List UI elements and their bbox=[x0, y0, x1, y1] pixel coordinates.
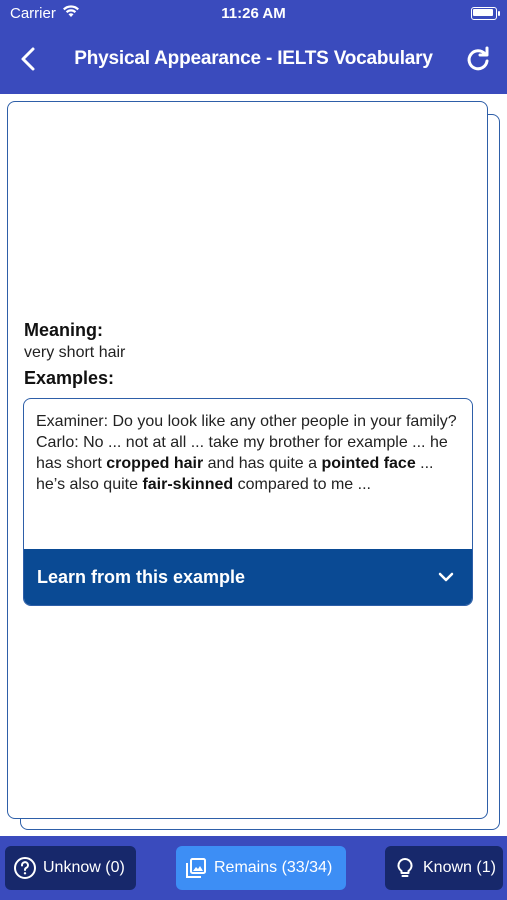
example-line-examiner: Examiner: Do you look like any other people in your family? bbox=[36, 413, 457, 430]
chevron-down-icon bbox=[436, 567, 456, 587]
remains-button-label: Remains (33/34) bbox=[214, 859, 333, 876]
page-title: Physical Appearance - IELTS Vocabulary bbox=[74, 48, 433, 69]
highlight-term: pointed face bbox=[321, 455, 416, 472]
back-chevron-icon[interactable] bbox=[14, 44, 44, 74]
example-text-part: and has quite a bbox=[203, 455, 322, 472]
bottom-bar bbox=[0, 836, 507, 900]
example-text-part: compared to me ... bbox=[233, 476, 371, 493]
status-bar bbox=[0, 0, 507, 28]
examples-label: Examples: bbox=[24, 368, 115, 388]
top-bar bbox=[0, 0, 507, 94]
known-button[interactable] bbox=[385, 846, 503, 890]
image-stack-icon bbox=[184, 856, 208, 880]
unknow-button[interactable] bbox=[5, 846, 136, 890]
example-text bbox=[36, 411, 462, 495]
refresh-icon[interactable] bbox=[463, 44, 493, 74]
example-box bbox=[23, 398, 473, 606]
known-button-label: Known (1) bbox=[423, 859, 496, 876]
highlight-term: fair-skinned bbox=[142, 476, 234, 493]
carrier-label: Carrier bbox=[10, 5, 56, 22]
highlight-term: cropped hair bbox=[106, 455, 204, 472]
meaning-text: very short hair bbox=[24, 344, 126, 361]
unknow-button-label: Unknow (0) bbox=[43, 859, 125, 876]
example-text-part: Carlo: No ... not at all ... take my brother for example ... he has short bbox=[36, 434, 448, 472]
learn-from-example-label: Learn from this example bbox=[37, 567, 246, 587]
lightbulb-icon bbox=[393, 856, 417, 880]
learn-from-example-toggle[interactable] bbox=[24, 549, 472, 605]
remains-button[interactable] bbox=[176, 846, 346, 890]
example-text-part: ... he’s also quite bbox=[36, 455, 434, 493]
question-circle-icon bbox=[13, 856, 37, 880]
battery-icon bbox=[471, 7, 497, 20]
meaning-label: Meaning: bbox=[24, 320, 103, 340]
clock: 11:26 AM bbox=[221, 5, 286, 22]
flashcard[interactable] bbox=[7, 101, 488, 819]
